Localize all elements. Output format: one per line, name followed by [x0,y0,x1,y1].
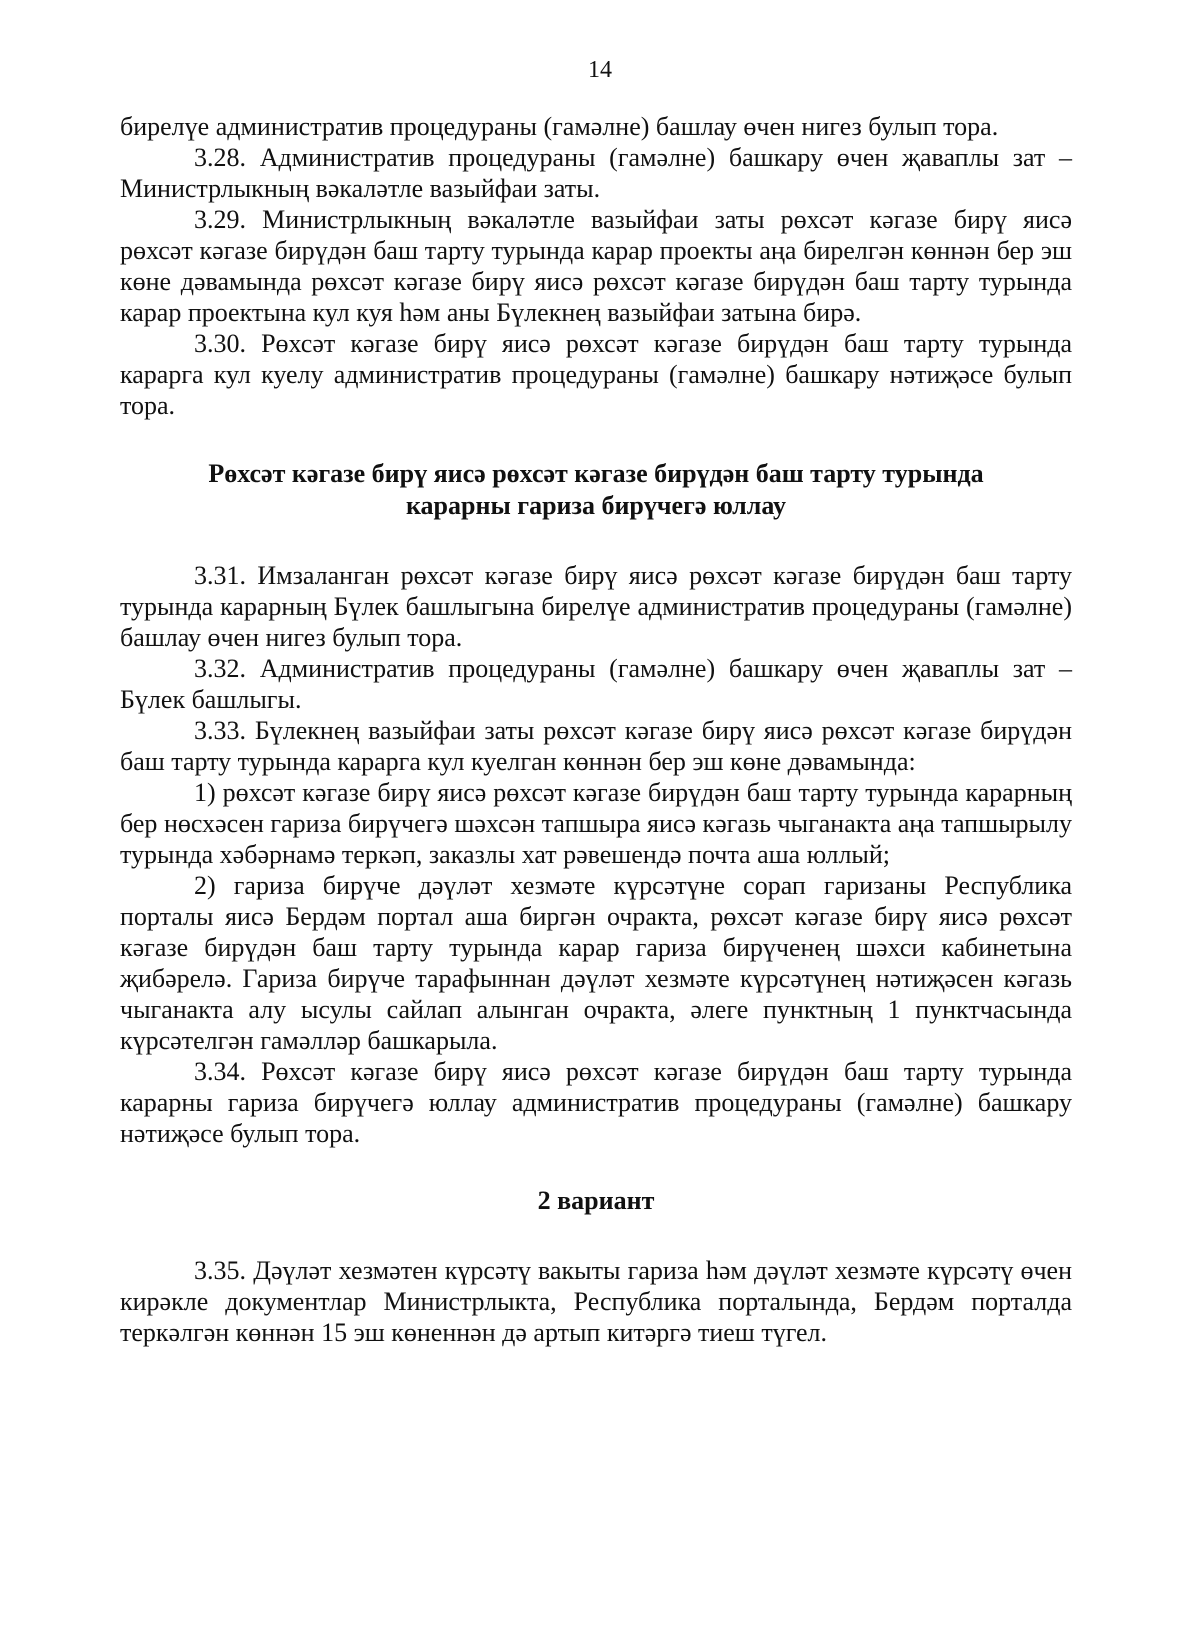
paragraph-3-32: 3.32. Административ процедураны (гамәлне) башкару өчен җаваплы зат – Бүлек башлыгы. [120,654,1072,714]
paragraph-continuation: бирелүе административ процедураны (гамәлне) башлау өчен нигез булып тора. [120,112,999,141]
paragraph-3-31: 3.31. Имзаланган рөхсәт кәгазе бирү яисә рөхсәт кәгазе бирүдән баш тарту турында карарның Бүлек башлыгына бирелүе административ процедураны (гамәлне) башлау өчен нигез булып тора. [120,561,1072,652]
paragraph-3-33: 3.33. Бүлекнең вазыйфаи заты рөхсәт кәгазе бирү яисә рөхсәт кәгазе бирүдән баш тарту турында карарга кул куелган көннән бер эш көне дәвамында: [120,716,1072,776]
section-heading-variant-2: 2 вариант [537,1186,655,1215]
paragraph-3-30: 3.30. Рөхсәт кәгазе бирү яисә рөхсәт кәгазе бирүдән баш тарту турында карарга кул куелу административ процедураны (гамәлне) башкару нәтиҗәсе булып тора. [120,329,1072,420]
paragraph-3-34: 3.34. Рөхсәт кәгазе бирү яисә рөхсәт кәгазе бирүдән баш тарту турында карарны гариза бирүчегә юллау административ процедураны (гамәлне) башкару нәтиҗәсе булып тора. [120,1057,1072,1148]
paragraph-3-33-item-2: 2) гариза бирүче дәүләт хезмәте күрсәтүне сорап гаризаны Республика порталы яисә Бердәм портал аша биргән очракта, рөхсәт кәгазе бирү яисә рөхсәт кәгазе бирүдән баш тарту турында карар гариза бирүченең шәхси кабинетына җибәрелә. Гариза бирүче тарафыннан дәүләт хезмәте күрсәтүнең нәтиҗәсен кәгазь чыганакта алу ысулы сайлап алынган очракта, әлеге пунктның 1 пунктчасында күрсәтелгән гамәлләр башкарыла. [120,871,1072,1055]
paragraph-3-28: 3.28. Административ процедураны (гамәлне) башкару өчен җаваплы зат – Министрлыкның вәкаләтле вазыйфаи заты. [120,143,1072,203]
paragraph-3-35: 3.35. Дәүләт хезмәтен күрсәтү вакыты гариза һәм дәүләт хезмәте күрсәтү өчен кирәкле документлар Министрлыкта, Республика порталында, Бердәм порталда теркәлгән көннән 15 эш көненнән дә артып китәргә тиеш түгел. [120,1256,1072,1347]
paragraph-3-29: 3.29. Министрлыкның вәкаләтле вазыйфаи заты рөхсәт кәгазе бирү яисә рөхсәт кәгазе бирүдән баш тарту турында карар проекты аңа бирелгән көннән бер эш көне дәвамында рөхсәт кәгазе бирү яисә рөхсәт кәгазе бирүдән баш тарту турында карар проектына кул куя һәм аны Бүлекнең вазыйфаи затына бирә. [120,205,1072,327]
section-heading-sending-decision: Рөхсәт кәгазе бирү яисә рөхсәт кәгазе бирүдән баш тарту турында карарны гариза бирүчегә юллау [208,459,984,520]
document-body [120,111,1072,1348]
paragraph-3-33-item-1: 1) рөхсәт кәгазе бирү яисә рөхсәт кәгазе бирүдән баш тарту турында карарның бер нөсхәсен гариза бирүчегә шәхсән тапшыра яисә кәгазь чыганакта аңа тапшырылу турында хәбәрнамә теркәп, заказлы хат рәвешендә почта аша юллый; [120,778,1072,869]
page-number: 14 [588,57,612,83]
